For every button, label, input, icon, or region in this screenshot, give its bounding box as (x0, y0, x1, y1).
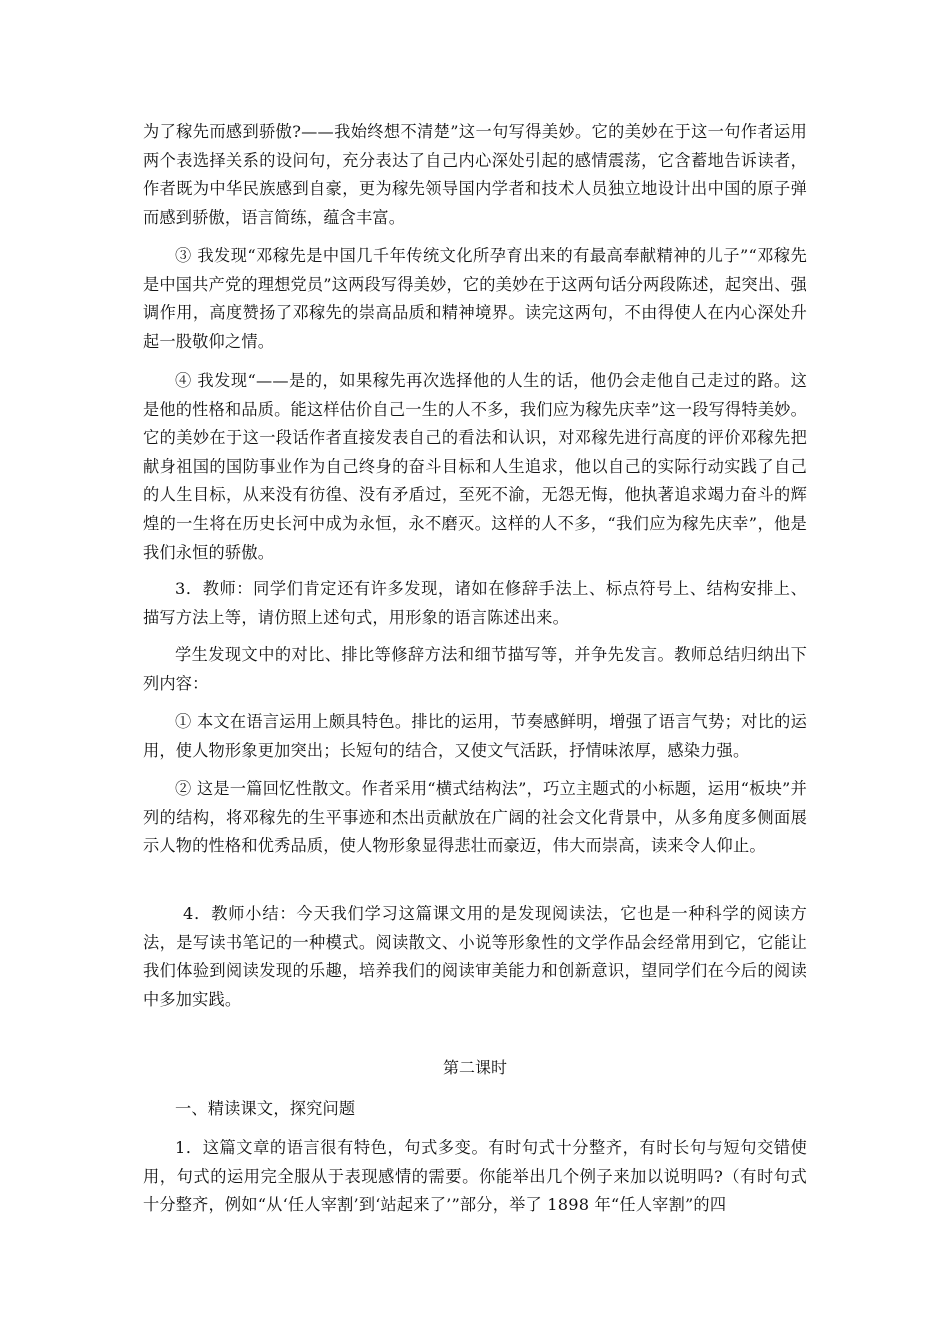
paragraph-question-1: 1．这篇文章的语言很有特色，句式多变。有时句式十分整齐，有时长句与短句交错使用，句式的运用完全服从于表现感情的需要。你能举出几个例子来加以说明吗?（有时句式十分整齐，例如“从‘任人宰割’到‘站起来了’”部分，举了 1898 年“任人宰割”的四 (143, 1138, 807, 1215)
paragraph-summary-1: ① 本文在语言运用上颇具特色。排比的运用，节奏感鲜明，增强了语言气势；对比的运用，使人物形象更加突出；长短句的结合，又使文气活跃，抒情味浓厚，感染力强。 (143, 712, 807, 760)
paragraph-discovery-3: ③ 我发现“邓稼先是中国几千年传统文化所孕育出来的有最高奉献精神的儿子”“邓稼先是中国共产党的理想党员”这两段写得美妙，它的美妙在于这两句话分两段陈述，起突出、强调作用，高度赞扬了邓稼先的崇高品质和精神境界。读完这两句，不由得使人在内心深处升起一股敬仰之情。 (143, 246, 807, 351)
section-heading: 第二课时 (442, 1058, 507, 1077)
paragraph-teacher-3: 3．教师：同学们肯定还有许多发现，诸如在修辞手法上、标点符号上、结构安排上、描写方法上等，请仿照上述句式，用形象的语言陈述出来。 (143, 579, 807, 627)
paragraph-student-findings: 学生发现文中的对比、排比等修辞方法和细节描写等，并争先发言。教师总结归纳出下列内容： (143, 645, 807, 693)
paragraph-summary-2: ② 这是一篇回忆性散文。作者采用“横式结构法”，巧立主题式的小标题，运用“板块”并列的结构，将邓稼先的生平事迹和杰出贡献放在广阔的社会文化背景中，从多角度多侧面展示人物的性格和优秀品质，使人物形象显得悲壮而豪迈，伟大而崇高，读来令人仰止。 (143, 779, 807, 856)
paragraph-discovery-4: ④ 我发现“——是的，如果稼先再次选择他的人生的话，他仍会走他自己走过的路。这是他的性格和品质。能这样估价自己一生的人不多，我们应为稼先庆幸”这一段写得特美妙。它的美妙在于这一段话作者直接发表自己的看法和认识，对邓稼先进行高度的评价邓稼先把献身祖国的国防事业作为自己终身的奋斗目标和人生追求，他以自己的实际行动实践了自己的人生目标，从来没有彷徨、没有矛盾过，至死不渝，无怨无悔，他执著追求竭力奋斗的辉煌的一生将在历史长河中成为永恒，永不磨灭。这样的人不多，“我们应为稼先庆幸”，他是我们永恒的骄傲。 (143, 371, 807, 562)
subheading: 一、精读课文，探究问题 (175, 1099, 356, 1118)
paragraph-continuation: 为了稼先而感到骄傲?——我始终想不清楚”这一句写得美妙。它的美妙在于这一句作者运用两个表选择关系的设问句，充分表达了自己内心深处引起的感情震荡，它含蓄地告诉读者，作者既为中华民族感到自豪，更为稼先领导国内学者和技术人员独立地设计出中国的原子弹而感到骄傲，语言简练，蕴含丰富。 (143, 122, 807, 227)
paragraph-teacher-summary: 4．教师小结：今天我们学习这篇课文用的是发现阅读法，它也是一种科学的阅读方法，是写读书笔记的一种模式。阅读散文、小说等形象性的文学作品会经常用到它，它能让我们体验到阅读发现的乐趣，培养我们的阅读审美能力和创新意识，望同学们在今后的阅读中多加实践。 (143, 904, 807, 1009)
